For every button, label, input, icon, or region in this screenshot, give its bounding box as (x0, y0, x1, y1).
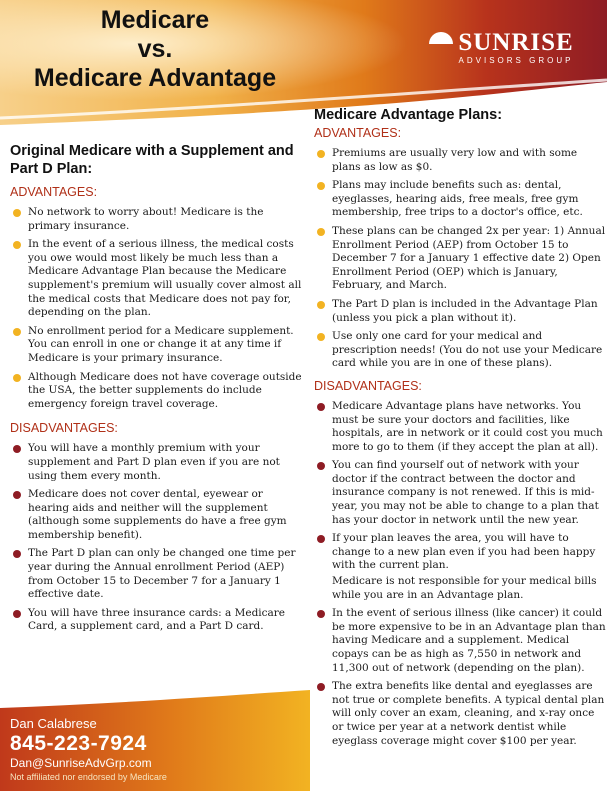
bullet-icon (13, 550, 21, 558)
right-advantages-label: ADVANTAGES: (314, 126, 402, 140)
bullet-icon (13, 491, 21, 499)
bullet-icon (13, 374, 21, 382)
bullet-icon (317, 182, 325, 190)
medicare-advantage-heading: Medicare Advantage Plans: (314, 107, 503, 123)
bullet-icon (317, 610, 325, 618)
bullet-icon (317, 683, 325, 691)
right-disadvantages-list (314, 400, 606, 748)
list-item: You can find yourself out of network with your doctor if the contract between the doctor and insurance company is not renewed. If this is mid-year, you may not be able to change to a plan that has your doctor in network until the new year. (314, 459, 606, 527)
list-item: Plans may include benefits such as: dental, eyeglasses, hearing aids, free meals, free gym membership, free trips to a doctor's office, etc. (314, 179, 606, 220)
original-medicare-column (10, 142, 302, 639)
left-advantages-list (10, 206, 302, 411)
list-item: If your plan leaves the area, you will have to change to a new plan even if you had been happy with the current plan. Medicare is not responsible for your medical bills while you are in an Advantage plan. (314, 532, 606, 602)
right-disadvantages-label: DISADVANTAGES: (314, 378, 422, 393)
list-item: Premiums are usually very low and with some plans as low as $0. (314, 147, 606, 174)
bullet-icon (13, 209, 21, 217)
list-item: No enrollment period for a Medicare supplement. You can enroll in one or change it at any time if Medicare is your primary insurance. (10, 325, 302, 366)
list-item: Although Medicare does not have coverage outside the USA, the better supplements do include emergency foreign travel coverage. (10, 371, 302, 412)
medicare-advantage-column (314, 106, 606, 753)
bullet-icon (317, 535, 325, 543)
list-item: Medicare Advantage plans have networks. You must be sure your doctors and facilities, like hospitals, are in network or it could cost you much more to go to them (if they accept the plan at all). (314, 400, 606, 454)
list-item: Medicare does not cover dental, eyewear or hearing aids and neither will the supplement (although some supplements do have a free gym membership benefit). (10, 488, 302, 542)
bullet-icon (317, 462, 325, 470)
left-disadvantages-list (10, 442, 302, 634)
sun-icon (427, 30, 455, 44)
bullet-icon (317, 333, 325, 341)
list-item: These plans can be changed 2x per year: 1) Annual Enrollment Period (AEP) from October 15 to December 7 for a January 1 effective date 2) Open Enrollment Period (OEP) which is January, February, and March. (314, 225, 606, 293)
list-item: You will have a monthly premium with your supplement and Part D plan even if you are not using them every month. (10, 442, 302, 483)
list-item: The Part D plan is included in the Advantage Plan (unless you pick a plan without it). (314, 298, 606, 325)
list-item: In the event of a serious illness, the medical costs you owe would most likely be much less than a Medicare Advantage Plan because the Medicare supplement's premium will usually cover almost all the medical costs that Medicare does not pay for, depending on the plan. (10, 238, 302, 320)
list-item: No network to worry about! Medicare is the primary insurance. (10, 206, 302, 233)
list-item: Use only one card for your medical and prescription needs! (You do not use your Medicare card while you are in one of these plans). (314, 330, 606, 371)
left-disadvantages-label: DISADVANTAGES: (10, 421, 118, 436)
contact-name: Dan Calabrese (10, 716, 97, 731)
logo (441, 30, 591, 66)
title-line-3: Medicare Advantage (33, 64, 277, 92)
bullet-icon (13, 241, 21, 249)
contact-email[interactable]: Dan@SunriseAdvGrp.com (10, 756, 152, 770)
bullet-icon (317, 150, 325, 158)
logo-sub-text: ADVISORS GROUP (458, 56, 574, 65)
advantage-plan-note: Medicare is not responsible for your medical bills while you are in an Advantage plan. (332, 575, 597, 601)
disclaimer: Not affiliated nor endorsed by Medicare (10, 772, 167, 782)
bullet-icon (317, 301, 325, 309)
bullet-icon (13, 610, 21, 618)
page-title (0, 6, 310, 93)
original-medicare-heading: Original Medicare with a Supplement and Part D Plan: (10, 143, 294, 177)
list-item: In the event of serious illness (like cancer) it could be more expensive to be in an Advantage plan than having Medicare and a supplement. Medical copays can be as high as 7,550 in network and 11,300 out of network (depending on the plan). (314, 607, 606, 675)
logo-main-text: SUNRISE (458, 29, 574, 56)
list-item: The extra benefits like dental and eyeglasses are not true or complete benefits. A typical dental plan will only cover an exam, cleaning, and x-ray once or twice per year at a network dentist while eyeglass coverage might cover $100 per year. (314, 680, 606, 748)
title-line-1: Medicare (100, 6, 210, 34)
bullet-icon (317, 403, 325, 411)
list-item: The Part D plan can only be changed one time per year during the Annual enrollment Period (AEP) from October 15 to December 7 for a January 1 effective date. (10, 547, 302, 601)
contact-phone[interactable]: 845-223-7924 (10, 732, 147, 755)
bullet-icon (13, 328, 21, 336)
list-item: You will have three insurance cards: a Medicare Card, a supplement card, and a Part D card. (10, 607, 302, 634)
left-advantages-label: ADVANTAGES: (10, 185, 98, 199)
right-advantages-list (314, 147, 606, 371)
bullet-icon (13, 445, 21, 453)
title-line-2: vs. (137, 35, 173, 63)
bullet-icon (317, 228, 325, 236)
contact-info (10, 716, 220, 783)
